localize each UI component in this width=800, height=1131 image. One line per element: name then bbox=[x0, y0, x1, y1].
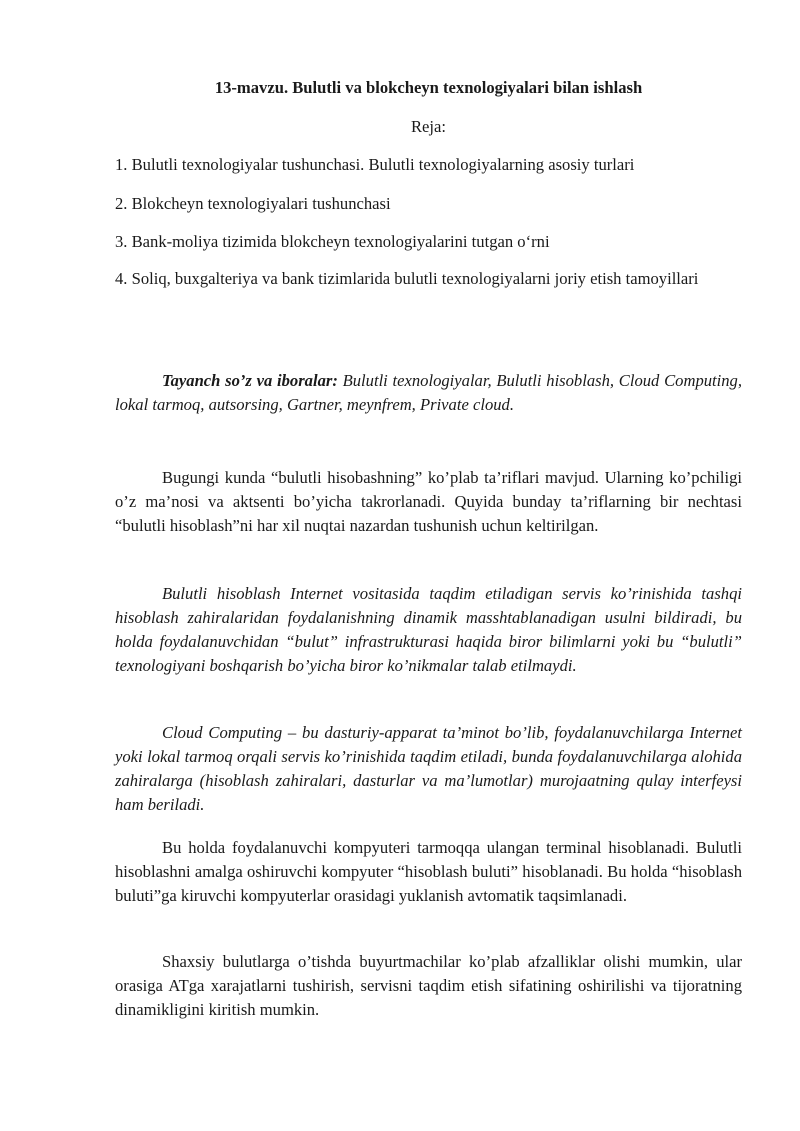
plan-item: 1. Bulutli texnologiyalar tushunchasi. Bulutli texnologiyalarning asosiy turlari bbox=[115, 155, 635, 174]
keywords-text: Bulutli texnologiyalar, Bulutli hisoblash, Cloud Computing, lokal tarmoq, autsorsing, Gartner, meynfrem, Private cloud. bbox=[115, 371, 742, 414]
definition-paragraph: Bulutli hisoblash Internet vositasida taqdim etiladigan servis ko’rinishida tashqi hisoblash zahiralaridan foydalanishning dinamik masshtablanadigan usulni bildiradi, bu holda foydalanuvchidan “bulut” infrastrukturasi haqida biror bilimlarni yoki bu “bulutli” texnologiyani boshqarish bo’yicha biror ko’nikmalar talab etilmaydi. bbox=[115, 584, 742, 675]
plan-item: 2. Blokcheyn texnologiyalari tushunchasi bbox=[115, 194, 391, 213]
body-paragraph: Bu holda foydalanuvchi kompyuteri tarmoqqa ulangan terminal hisoblanadi. Bulutli hisoblashni amalga oshiruvchi kompyuter “hisoblash buluti” hisoblanadi. Bu holda “hisoblash buluti”ga kiruvchi kompyuterlar orasidagi yuklanish avtomatik taqsimlanadi. bbox=[115, 838, 742, 905]
body-paragraph: Shaxsiy bulutlarga o’tishda buyurtmachilar ko’plab afzalliklar olishi mumkin, ular orasiga ATga xarajatlarni tushirish, servisni taqdim etish sifatining oshirilishi va tijoratning dinamikligini kiritish mumkin. bbox=[115, 952, 742, 1019]
keywords-label: Tayanch so’z va iboralar: bbox=[162, 371, 338, 390]
plan-heading: Reja: bbox=[410, 117, 447, 136]
plan-item: 3. Bank-moliya tizimida blokcheyn texnologiyalarini tutgan o‘rni bbox=[115, 232, 550, 251]
plan-item: 4. Soliq, buxgalteriya va bank tizimlarida bulutli texnologiyalarni joriy etish tamoyillari bbox=[115, 269, 699, 288]
definition-paragraph: Cloud Computing – bu dasturiy-apparat ta’minot bo’lib, foydalanuvchilarga Internet yoki lokal tarmoq orqali servis ko’rinishida taqdim etiladi, bunda foydalanuvchilarga alohida zahiralarga (hisoblash zahiralari, dasturlar va ma’lumotlar) murojaatning qulay interfeysi ham beriladi. bbox=[115, 723, 742, 814]
document-title: 13-mavzu. Bulutli va blokcheyn texnologiyalari bilan ishlash bbox=[214, 78, 643, 97]
body-paragraph: Bugungi kunda “bulutli hisobashning” ko’plab ta’riflari mavjud. Ularning ko’pchiligi o’z ma’nosi va aktsenti bo’yicha takrorlanadi. Quyida bunday ta’riflarning bir nechtasi “bulutli hisoblash”ni har xil nuqtai nazardan tushunish uchun keltirilgan. bbox=[115, 468, 742, 535]
keywords-paragraph bbox=[115, 369, 742, 417]
